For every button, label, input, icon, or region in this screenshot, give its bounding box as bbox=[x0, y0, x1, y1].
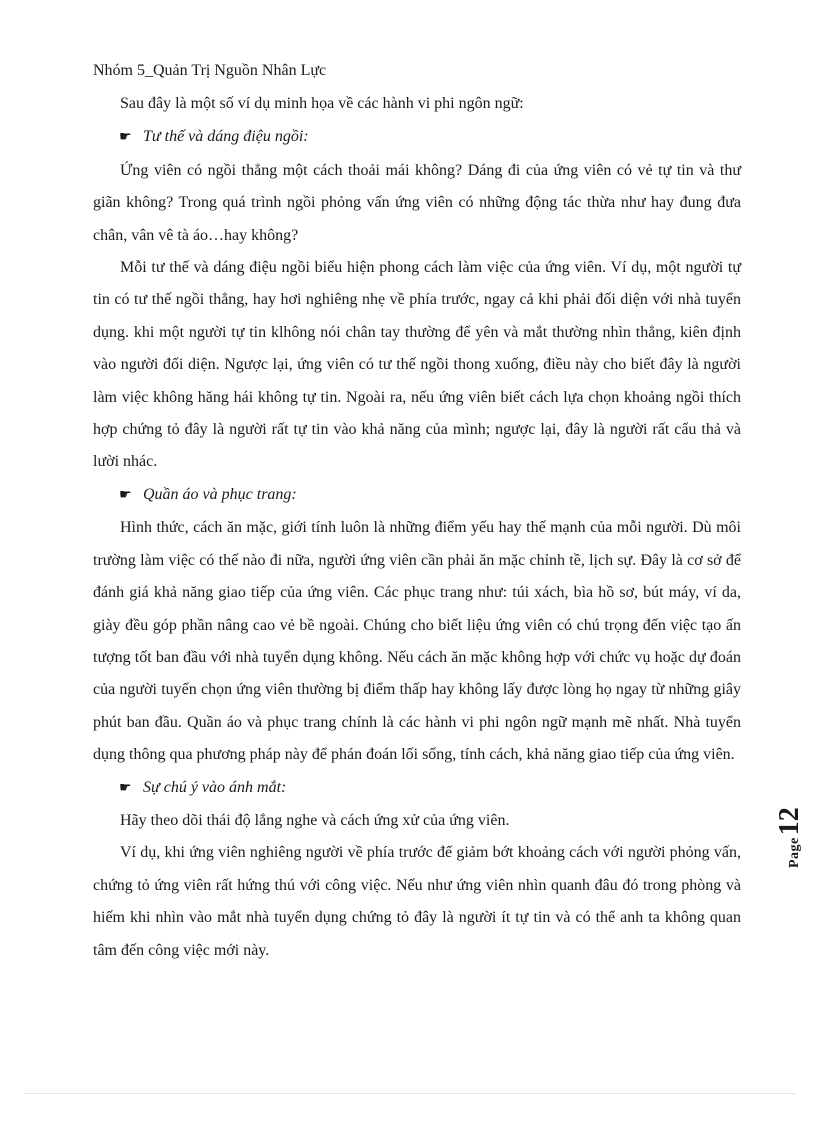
paragraph: Ví dụ, khi ứng viên nghiêng người về phía trước để giảm bớt khoảng cách với người phỏng vấn, chứng tỏ ứng viên rất hứng thú với công việc. Nếu như ứng viên nhìn quanh đâu đó trong phòng và hiếm khi nhìn vào mắt nhà tuyển dụng chứng tỏ đây là người ít tự tin và có thể anh ta không quan tâm đến công việc mới này. bbox=[93, 844, 741, 959]
section-heading-eye-contact bbox=[93, 772, 741, 805]
section-heading-text: Quần áo và phục trang: bbox=[143, 485, 297, 503]
paragraph: Hình thức, cách ăn mặc, giới tính luôn là những điểm yếu hay thế mạnh của mỗi người. Dù môi trường làm việc có thế nào đi nữa, người ứng viên cần phải ăn mặc chỉnh tề, lịch sự. Đây là cơ sở để đánh giá khả năng giao tiếp của ứng viên. Các phục trang như: túi xách, bìa hồ sơ, bút máy, ví da, giày đều góp phần nâng cao vẻ bề ngoài. Chúng cho biết liệu ứng viên có chú trọng đến việc tạo ấn tượng tốt ban đầu với nhà tuyển dụng không. Nếu cách ăn mặc không hợp với chức vụ hoặc dự đoán của người tuyển chọn ứng viên thường bị điểm thấp hay không lấy được lòng họ ngay từ những giây phút ban đầu. Quần áo và phục trang chính là các hành vi phi ngôn ngữ mạnh mẽ nhất. Nhà tuyển dụng thông qua phương pháp này để phán đoán lối sống, tính cách, khả năng giao tiếp của ứng viên. bbox=[93, 519, 741, 764]
document-body bbox=[93, 88, 741, 967]
pointing-hand-icon: ☛ bbox=[119, 130, 132, 146]
section-heading-text: Sự chú ý vào ánh mắt: bbox=[143, 778, 287, 796]
paragraph: Ứng viên có ngồi thẳng một cách thoải mái không? Dáng đi của ứng viên có vẻ tự tin và thư giãn không? Trong quá trình ngồi phỏng vấn ứng viên có những động tác thừa như hay đung đưa chân, vân vê tà áo…hay không? bbox=[93, 161, 741, 244]
section-heading-text: Tư thế và dáng điệu ngồi: bbox=[143, 128, 309, 146]
section-heading-posture bbox=[93, 121, 741, 154]
footer-divider bbox=[25, 1093, 795, 1094]
page-number-value: 12 bbox=[774, 807, 805, 836]
pointing-hand-icon: ☛ bbox=[119, 487, 132, 503]
paragraph: Hãy theo dõi thái độ lắng nghe và cách ứng xử của ứng viên. bbox=[120, 811, 510, 829]
pointing-hand-icon: ☛ bbox=[119, 780, 132, 796]
intro-paragraph: Sau đây là một số ví dụ minh họa về các hành vi phi ngôn ngữ: bbox=[120, 95, 524, 112]
page-number-label: Page bbox=[787, 837, 802, 868]
page-number bbox=[770, 790, 810, 880]
paragraph: Mỗi tư thế và dáng điệu ngồi biểu hiện phong cách làm việc của ứng viên. Ví dụ, một người tự tin có tư thế ngồi thẳng, hay hơi nghiêng nhẹ về phía trước, ngay cả khi phải đối diện với nhà tuyển dụng. khi một người tự tin klhông nói chân tay thường để yên và mắt thường nhìn thẳng, kiên định vào người đối diện. Ngược lại, ứng viên có tư thế ngồi thong xuống, điều này cho biết đây là người làm việc không hăng hái không tự tin. Ngoài ra, nếu ứng viên biết cách lựa chọn khoảng ngồi thích hợp chứng tỏ đây là người rất tự tin vào khả năng của mình; ngược lại, đây là người rất cẩu thả và lười nhác. bbox=[93, 259, 741, 471]
section-heading-clothing bbox=[93, 479, 741, 512]
page-header: Nhóm 5_Quản Trị Nguồn Nhân Lực bbox=[93, 62, 327, 79]
